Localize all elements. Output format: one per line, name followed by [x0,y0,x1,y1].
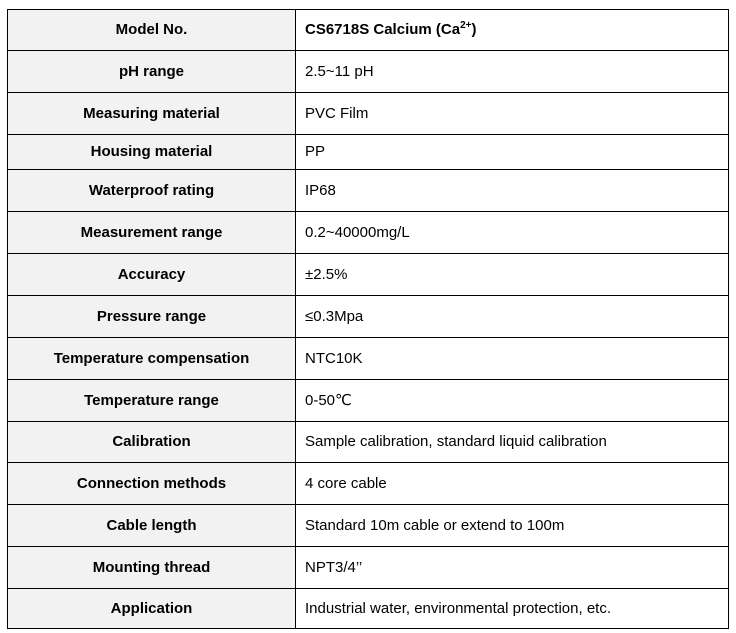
row-label: Housing material [8,135,296,170]
ion-charge: 2+ [460,20,472,31]
table-row [8,422,729,463]
row-value: 0-50℃ [296,380,729,422]
table-row [8,212,729,254]
row-label: Connection methods [8,463,296,505]
row-value: Sample calibration, standard liquid calibration [296,422,729,463]
row-value: NPT3/4’’ [296,547,729,589]
row-value: Industrial water, environmental protection, etc. [296,589,729,629]
spec-table [7,9,729,629]
table-row [8,93,729,135]
row-label: Waterproof rating [8,170,296,212]
row-value: Standard 10m cable or extend to 100m [296,505,729,547]
row-value: 0.2~40000mg/L [296,212,729,254]
row-label: Accuracy [8,254,296,296]
row-value: PP [296,135,729,170]
table-row [8,463,729,505]
table-row [8,338,729,380]
row-label: Temperature compensation [8,338,296,380]
table-row [8,254,729,296]
row-label: Measuring material [8,93,296,135]
row-label: pH range [8,51,296,93]
model-close-paren: ) [471,21,477,38]
row-value: 4 core cable [296,463,729,505]
table-row [8,380,729,422]
row-label: Mounting thread [8,547,296,589]
model-no-label: Model No. [8,10,296,51]
row-label: Calibration [8,422,296,463]
row-label: Application [8,589,296,629]
row-value: 2.5~11 pH [296,51,729,93]
row-value: ≤0.3Mpa [296,296,729,338]
table-row [8,589,729,629]
row-value: NTC10K [296,338,729,380]
row-label: Temperature range [8,380,296,422]
row-label: Pressure range [8,296,296,338]
row-value: IP68 [296,170,729,212]
row-value: PVC Film [296,93,729,135]
model-no-value [296,10,729,51]
model-name: CS6718S Calcium (Ca [305,21,461,38]
table-row [8,547,729,589]
row-label: Cable length [8,505,296,547]
table-row [8,170,729,212]
table-row [8,51,729,93]
table-row [8,296,729,338]
table-row [8,135,729,170]
table-header-row [8,10,729,51]
table-row [8,505,729,547]
row-value: ±2.5% [296,254,729,296]
row-label: Measurement range [8,212,296,254]
